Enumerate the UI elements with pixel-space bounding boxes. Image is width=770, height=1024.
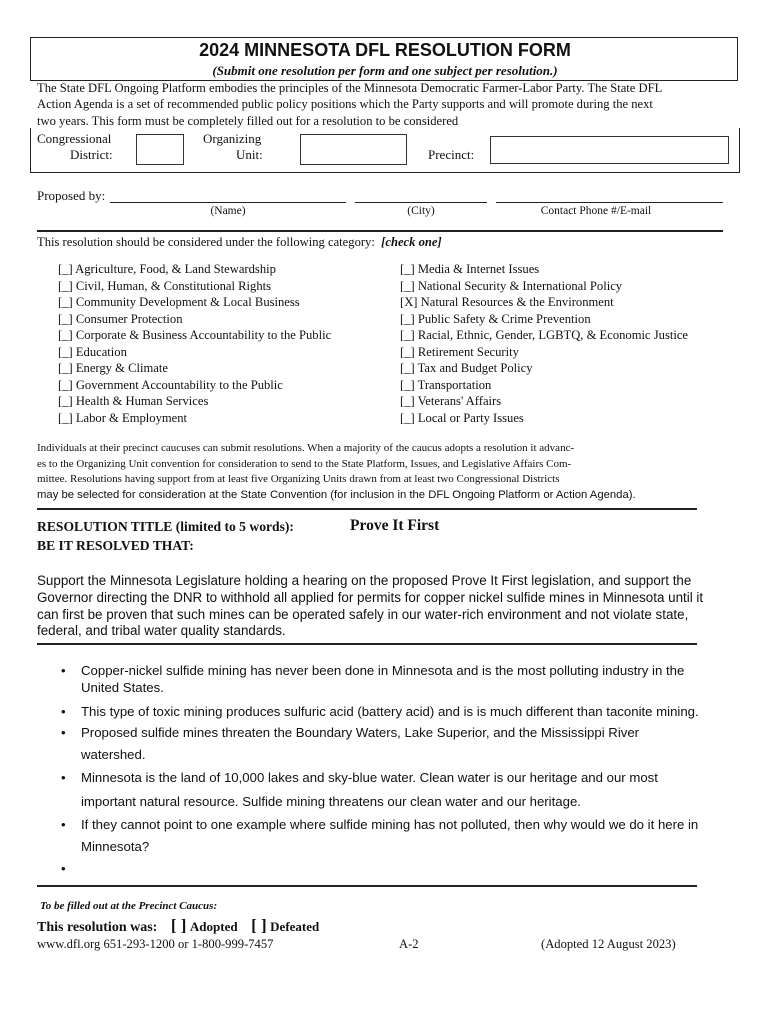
process-paragraph	[37, 441, 737, 503]
category-option[interactable]: [_] Corporate & Business Accountability to the Public	[58, 328, 332, 342]
category-option[interactable]: [_] Health & Human Services	[58, 394, 209, 408]
divider	[37, 643, 697, 645]
intro-line: The State DFL Ongoing Platform embodies the principles of the Minnesota Democratic Farmer-Labor Party. The State DFL	[37, 81, 663, 95]
bullet-text: Proposed sulfide mines threaten the Boundary Waters, Lake Superior, and the Mississippi River	[81, 725, 640, 740]
precinct-label: Precinct:	[428, 147, 475, 162]
category-option[interactable]: [_] Veterans' Affairs	[400, 394, 502, 408]
resolution-body	[37, 573, 737, 640]
form-title: 2024 MINNESOTA DFL RESOLUTION FORM	[199, 40, 571, 60]
be-it-resolved-label: BE IT RESOLVED THAT:	[37, 538, 194, 553]
category-option[interactable]: [_] Media & Internet Issues	[400, 262, 540, 276]
unit-label: Unit:	[236, 147, 263, 162]
process-line: es to the Organizing Unit convention for consideration to send to the State Platform, Issues, and Legislative Affairs Com-	[37, 457, 572, 470]
bullet-dot: •	[61, 861, 66, 876]
resolution-body-line: federal, and tribal water quality standards.	[37, 623, 286, 639]
bullet-dot: •	[61, 663, 66, 678]
city-line[interactable]	[355, 202, 487, 203]
resolution-body-line: Governor directing the DNR to withhold all applied for permits for copper nickel sulfide mines in Minnesota until it	[37, 589, 704, 605]
proposed-by-label: Proposed by:	[37, 188, 106, 203]
intro-line: Action Agenda is a set of recommended public policy positions which the Party supports and will promote during the next	[37, 97, 653, 112]
category-option[interactable]: [_] Racial, Ethnic, Gender, LGBTQ, & Economic Justice	[400, 328, 689, 342]
divider	[37, 508, 697, 510]
resolution-title-value: Prove It First	[350, 517, 440, 534]
process-line: mittee. Resolutions having support from at least five Organizing Units drawn from at least two Congressional Districts	[37, 473, 560, 486]
bullet-item	[37, 703, 737, 720]
intro-paragraph	[37, 80, 737, 129]
category-list-right	[400, 261, 688, 426]
intro-line: two years. This form must be completely filled out for a resolution to be considered	[37, 113, 459, 128]
organizing-unit-input[interactable]	[300, 134, 407, 165]
category-option[interactable]: [_] Community Development & Local Business	[58, 295, 300, 309]
category-option[interactable]: [_] Retirement Security	[400, 344, 519, 359]
name-line[interactable]	[110, 202, 346, 203]
adopted-label: Adopted	[189, 919, 238, 934]
category-option[interactable]: [_] Civil, Human, & Constitutional Rights	[58, 278, 272, 293]
district-input[interactable]	[136, 134, 184, 165]
contact-caption: Contact Phone #/E-mail	[540, 205, 652, 217]
bullet-text: watershed.	[81, 747, 146, 762]
city-caption: (City)	[407, 205, 435, 217]
district-label: District:	[70, 147, 113, 162]
category-option[interactable]: [_] Transportation	[400, 377, 492, 392]
bullet-dot: •	[61, 704, 66, 719]
page-number: A-2	[399, 937, 419, 951]
process-line: Individuals at their precinct caucuses can submit resolutions. When a majority of the caucus adopts a resolution it advanc-	[37, 442, 575, 454]
resolution-was-label: This resolution was:	[37, 920, 158, 935]
bullet-item	[37, 722, 737, 766]
footer-contact: www.dfl.org 651-293-1200 or 1-800-999-7457	[37, 937, 274, 951]
category-prompt	[37, 235, 442, 250]
bullet-text: Minnesota is the land of 10,000 lakes and sky-blue water. Clean water is our heritage and our most	[81, 770, 658, 785]
category-option[interactable]: [_] Tax and Budget Policy	[400, 361, 533, 375]
category-option[interactable]: [_] Government Accountability to the Public	[58, 377, 283, 392]
resolution-title-label: RESOLUTION TITLE (limited to 5 words):	[37, 519, 294, 534]
process-line: may be selected for consideration at the State Convention (for inclusion in the DFL Ongoing Platform or Action Agenda).	[37, 488, 636, 501]
bullet-text: United States.	[81, 680, 164, 695]
bullet-item	[37, 814, 737, 858]
category-option[interactable]: [_] Consumer Protection	[58, 311, 183, 326]
category-option[interactable]: [_] Agriculture, Food, & Land Stewardship	[58, 262, 276, 276]
bullet-dot: •	[61, 770, 66, 785]
congressional-label: Congressional	[37, 131, 112, 146]
divider	[37, 230, 723, 232]
category-option[interactable]: [_] Public Safety & Crime Prevention	[400, 311, 591, 326]
bullet-dot: •	[61, 725, 66, 740]
bullet-item	[37, 662, 737, 696]
category-option[interactable]: [_] National Security & International Policy	[400, 278, 623, 293]
bullet-text: If they cannot point to one example where sulfide mining has not polluted, then why would we do it here in	[81, 817, 699, 832]
defeated-checkbox[interactable]: [ ]	[251, 916, 267, 935]
bullet-dot: •	[61, 817, 66, 832]
title-box	[30, 37, 738, 81]
adoption-status	[37, 916, 319, 936]
category-option-selected[interactable]: [X] Natural Resources & the Environment	[400, 295, 614, 309]
name-caption: (Name)	[210, 205, 246, 217]
resolution-body-line: Support the Minnesota Legislature holding a hearing on the proposed Prove It First legislation, and support the	[37, 573, 692, 588]
category-list-left	[58, 261, 331, 426]
resolution-body-line: can first be proven that such mines can be operated safely in our water-rich environment and not violate state,	[37, 606, 689, 622]
bullet-text: This type of toxic mining produces sulfuric acid (battery acid) and is is much different than taconite mining.	[81, 704, 699, 719]
form-subtitle: (Submit one resolution per form and one subject per resolution.)	[212, 63, 558, 78]
category-option[interactable]: [_] Local or Party Issues	[400, 410, 524, 425]
category-prompt-text: This resolution should be considered under the following category:	[37, 235, 375, 249]
bullet-text: important natural resource. Sulfide mining threatens our clean water and our heritage.	[81, 794, 581, 809]
caucus-note: To be filled out at the Precinct Caucus:	[40, 900, 218, 912]
adopted-checkbox[interactable]: [ ]	[170, 916, 187, 935]
divider	[37, 885, 697, 887]
whereas-bullets	[37, 662, 737, 880]
contact-line[interactable]	[496, 202, 723, 203]
bullet-item	[37, 766, 737, 814]
bullet-text: Copper-nickel sulfide mining has never been done in Minnesota and is the most polluting industry in the	[81, 663, 685, 678]
adopted-date: (Adopted 12 August 2023)	[541, 937, 676, 951]
precinct-input[interactable]	[490, 136, 729, 164]
defeated-label: Defeated	[270, 919, 320, 934]
organizing-label: Organizing	[203, 131, 262, 146]
category-option[interactable]: [_] Labor & Employment	[58, 410, 188, 425]
category-option[interactable]: [_] Education	[58, 344, 127, 359]
bullet-item-empty	[37, 858, 737, 880]
bullet-text: Minnesota?	[81, 839, 150, 854]
check-one-note: [check one]	[381, 235, 442, 249]
category-option[interactable]: [_] Energy & Climate	[58, 361, 168, 375]
